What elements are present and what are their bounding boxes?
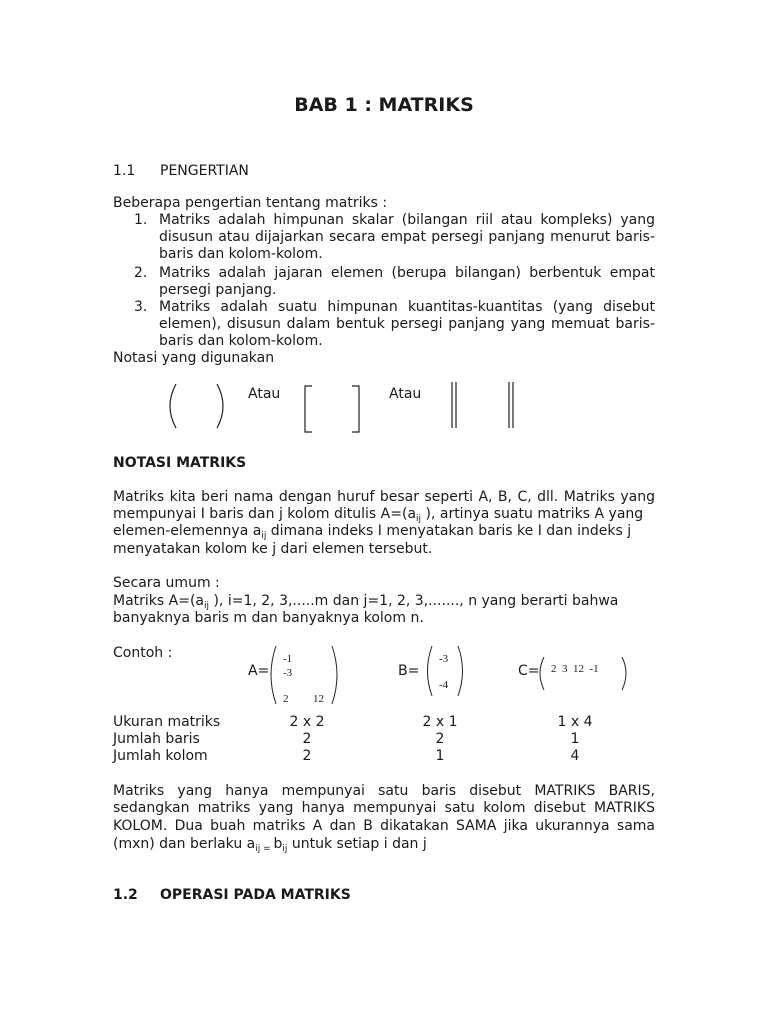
section-title: OPERASI PADA MATRIKS xyxy=(160,887,351,903)
section-number: 1.2 xyxy=(113,887,138,903)
table-cell: 1 xyxy=(435,748,445,764)
matrix-c-name: C= xyxy=(518,663,540,679)
list-number: 3. xyxy=(134,299,148,315)
notation-label: Notasi yang digunakan xyxy=(113,350,275,366)
paragraph-line: KOLOM. Dua buah matriks A dan B dikatakan SAMA jika ukurannya sama xyxy=(113,818,655,834)
paragraph-line: elemen-elemennya $a_{ij}$ dimana indeks I menyatakan baris ke I dan indeks j xyxy=(113,523,632,541)
list-line: baris dan kolom-kolom. xyxy=(159,333,323,349)
paragraph-line: banyaknya baris m dan banyaknya kolom n. xyxy=(113,610,424,626)
notation-brackets xyxy=(160,378,560,436)
table-cell: 1 xyxy=(570,731,580,747)
notation-or: Atau xyxy=(248,386,281,402)
list-line: persegi panjang. xyxy=(159,282,277,298)
example-label: Contoh : xyxy=(113,645,173,661)
table-cell: 2 x 2 xyxy=(289,714,325,730)
intro-text: Beberapa pengertian tentang matriks : xyxy=(113,195,388,211)
paren-right-icon xyxy=(217,384,223,428)
square-bracket-left-icon xyxy=(305,386,312,432)
paren-right-icon xyxy=(622,657,626,690)
matrix-element: 12 xyxy=(313,693,324,705)
notation-or: Atau xyxy=(389,386,422,402)
paragraph-line: Matriks $A=(a_{ij}$ ), i=1, 2, 3,.....m dan j=1, 2, 3,......., n yang berarti bahwa xyxy=(113,593,619,611)
list-number: 2. xyxy=(134,265,148,281)
paren-right-icon xyxy=(332,646,337,704)
general-label: Secara umum : xyxy=(113,575,220,591)
paren-right-icon xyxy=(458,646,463,696)
table-cell: 2 x 1 xyxy=(422,714,458,730)
list-number: 1. xyxy=(134,212,148,228)
paragraph-line: sedangkan matriks yang hanya mempunyai satu kolom disebut MATRIKS xyxy=(113,800,655,816)
paren-left-icon xyxy=(428,646,433,696)
list-line: Matriks adalah jajaran elemen (berupa bilangan) berbentuk empat xyxy=(159,265,655,281)
list-line: disusun atau dijajarkan secara empat persegi panjang menurut baris- xyxy=(159,229,655,245)
table-row-label: Jumlah kolom xyxy=(113,748,208,764)
matrix-element: -1 xyxy=(283,653,293,665)
matrix-element: -3 xyxy=(439,653,449,665)
section-number: 1.1 xyxy=(113,163,136,179)
matrix-row: 2 3 12 -1 xyxy=(551,663,599,675)
table-cell: 2 xyxy=(302,731,312,747)
matrix-element: -4 xyxy=(439,679,449,691)
paragraph-line: Matriks kita beri nama dengan huruf besar seperti A, B, C, dll. Matriks yang xyxy=(113,489,655,505)
square-bracket-right-icon xyxy=(352,386,359,432)
subsection-heading: NOTASI MATRIKS xyxy=(113,455,247,471)
page-title: BAB 1 : MATRIKS xyxy=(294,94,474,116)
matrix-a-name: A= xyxy=(248,663,270,679)
table-cell: 2 xyxy=(302,748,312,764)
matrix-element: -3 xyxy=(283,667,293,679)
paragraph-line: (mxn) dan berlaku $a_{ij =}$ $b_{ij}$ untuk setiap i dan j xyxy=(113,836,427,854)
double-bar-right-icon xyxy=(509,382,513,428)
matrix-a-brackets xyxy=(268,642,344,708)
list-line: baris dan kolom-kolom. xyxy=(159,246,323,262)
table-row-label: Ukuran matriks xyxy=(113,714,221,730)
paragraph-line: menyatakan kolom ke j dari elemen tersebut. xyxy=(113,541,433,557)
matrix-b-name: B= xyxy=(398,663,420,679)
paren-left-icon xyxy=(271,646,276,704)
table-cell: 1 x 4 xyxy=(557,714,593,730)
text-segment: mempunyai I baris dan j kolom ditulis $A=(a_{ij}$ ), artinya suatu matriks A yang xyxy=(113,506,644,524)
table-row-label: Jumlah baris xyxy=(113,731,200,747)
paren-left-icon xyxy=(170,384,176,428)
list-line: Matriks adalah suatu himpunan kuantitas-kuantitas (yang disebut xyxy=(159,299,655,315)
matrix-element: 2 xyxy=(283,693,289,705)
section-title: PENGERTIAN xyxy=(160,163,249,179)
table-cell: 4 xyxy=(570,748,580,764)
list-line: elemen), disusun dalam bentuk persegi panjang yang memuat baris- xyxy=(159,316,655,332)
double-bar-left-icon xyxy=(452,382,456,428)
paragraph-line: Matriks yang hanya mempunyai satu baris disebut MATRIKS BARIS, xyxy=(113,783,655,799)
list-line: Matriks adalah himpunan skalar (bilangan riil atau kompleks) yang xyxy=(159,212,655,228)
matrix-b-brackets xyxy=(424,642,468,700)
table-cell: 2 xyxy=(435,731,445,747)
paren-left-icon xyxy=(540,657,544,690)
